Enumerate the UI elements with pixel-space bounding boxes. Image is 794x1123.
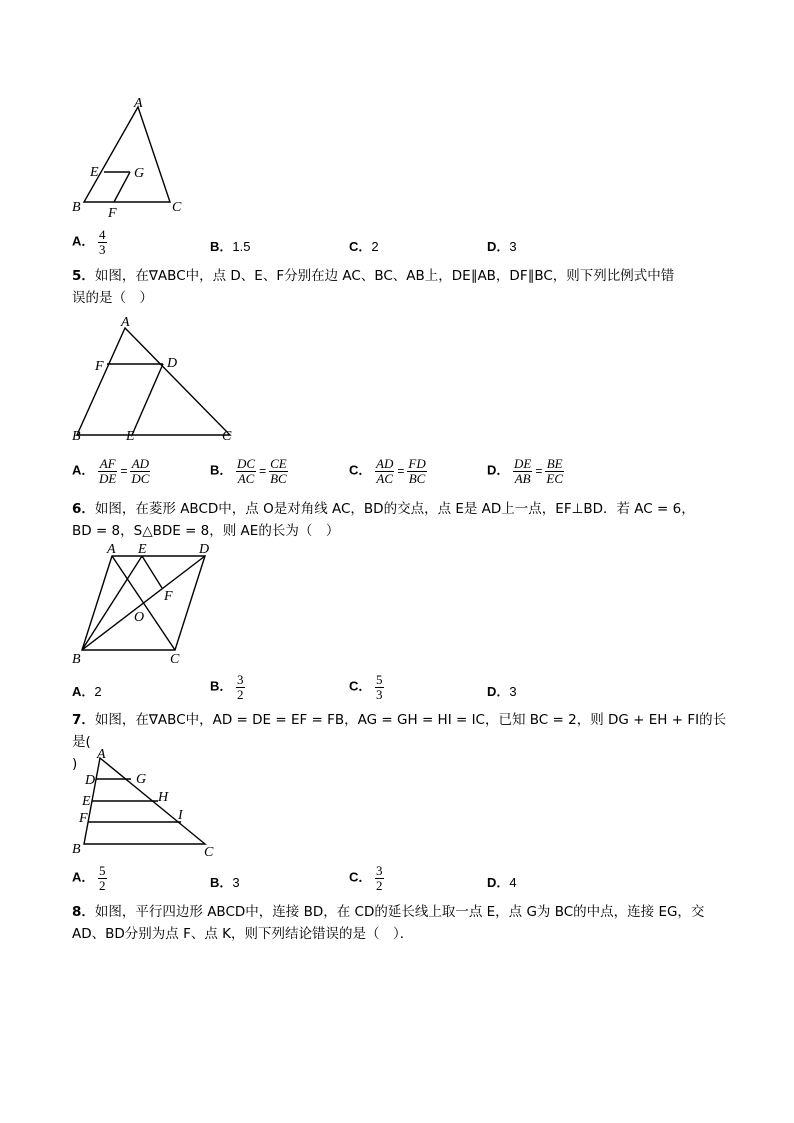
q7-option-a[interactable]: A． $\frac{5}{2}$ [72, 863, 106, 893]
q6-label-d: D [199, 542, 210, 557]
q8-stem: 8．如图，平行四边形 ABCD中，连接 BD，在 CD的延长线上取一点 E，点 G为 BC的中点，连接 EG，交 AD、BD分别为点 F、点 K，则下列结论错误的是（ ）． [72, 904, 705, 942]
q7-label-g: G [136, 772, 147, 787]
q5-option-b[interactable]: B． $\frac{DC}{AC}$ = $\frac{CE}{BC}$ [210, 456, 287, 486]
q7-label-c: C [204, 845, 214, 860]
q4-label-g: G [134, 166, 145, 181]
q5-label-d: D [167, 356, 178, 371]
q5-label-b: B [72, 429, 81, 444]
q7-label-d: D [85, 773, 96, 788]
q4-figure [70, 95, 200, 225]
q4-option-d[interactable]: D．3 [487, 239, 517, 254]
q7-stem: 7．如图，在∇ABC中，AD = DE = EF = FB，AG = GH = HI = IC，已知 BC = 2，则 DG + EH + FI的长是( ) [72, 712, 727, 772]
q6-label-a: A [107, 542, 116, 557]
q4-option-a[interactable]: A． $\frac{4}{3}$ [72, 227, 106, 257]
q6-diagonal-bd [82, 556, 205, 650]
q4-triangle-abc [84, 107, 170, 202]
q7-option-c[interactable]: C． $\frac{3}{2}$ [349, 863, 383, 893]
q6-option-d[interactable]: D．3 [487, 684, 517, 699]
q4-segment-gf [114, 172, 130, 202]
q4-label-a: A [134, 96, 143, 111]
q5-label-a: A [121, 315, 130, 330]
q6-option-b[interactable]: B． $\frac{3}{2}$ [210, 672, 244, 702]
q4-option-a-fraction: $\frac{4}{3}$ [99, 227, 106, 257]
q5-label-e: E [126, 429, 135, 444]
q7-figure [70, 748, 230, 863]
q5-label-c: C [222, 429, 232, 444]
q4-label-b: B [72, 200, 81, 215]
q6-label-f: F [164, 589, 173, 604]
q5-option-a[interactable]: A． $\frac{AF}{DE}$ = $\frac{AD}{DC}$ [72, 456, 150, 486]
q7-option-d[interactable]: D．4 [487, 875, 517, 890]
q6-label-e: E [138, 542, 147, 557]
q6-option-a[interactable]: A．2 [72, 684, 102, 699]
q5-triangle-abc [77, 328, 230, 435]
q6-label-o: O [134, 610, 145, 625]
q5-option-d[interactable]: D． $\frac{DE}{AB}$ = $\frac{BE}{EC}$ [487, 456, 563, 486]
q5-stem: 5．如图，在∇ABC中，点 D、E、F分别在边 AC、BC、AB上，DE∥AB，DF∥BC，则下列比例式中错 误的是（ ） [72, 268, 675, 306]
q6-stem: 6．如图，在菱形 ABCD中，点 O是对角线 AC，BD的交点，点 E是 AD上一点，EF⊥BD．若 AC = 6， BD = 8，S△BDE = 8，则 AE的长为（ ） [72, 501, 695, 539]
q5-figure [70, 312, 250, 447]
q4-label-f: F [108, 206, 117, 221]
q4-option-c[interactable]: C．2 [349, 239, 379, 254]
q7-label-f: F [79, 811, 88, 826]
q7-label-a: A [97, 747, 106, 762]
q6-label-b: B [72, 652, 81, 667]
q7-label-e: E [82, 794, 91, 809]
q6-label-c: C [170, 652, 180, 667]
q7-label-h: H [158, 790, 169, 805]
q5-segment-de [132, 364, 163, 435]
q7-label-i: I [178, 808, 183, 823]
q6-option-c[interactable]: C． $\frac{5}{3}$ [349, 672, 383, 702]
q6-segment-be [82, 556, 145, 650]
q4-option-b[interactable]: B．1.5 [210, 239, 251, 254]
q5-option-c[interactable]: C． $\frac{AD}{AC}$ = $\frac{FD}{BC}$ [349, 456, 426, 486]
q4-label-c: C [172, 200, 182, 215]
q5-label-f: F [95, 359, 104, 374]
q7-option-b[interactable]: B．3 [210, 875, 240, 890]
q7-label-b: B [72, 842, 81, 857]
q6-figure [70, 540, 230, 670]
q4-label-e: E [90, 165, 99, 180]
q6-segment-ef [142, 556, 162, 588]
